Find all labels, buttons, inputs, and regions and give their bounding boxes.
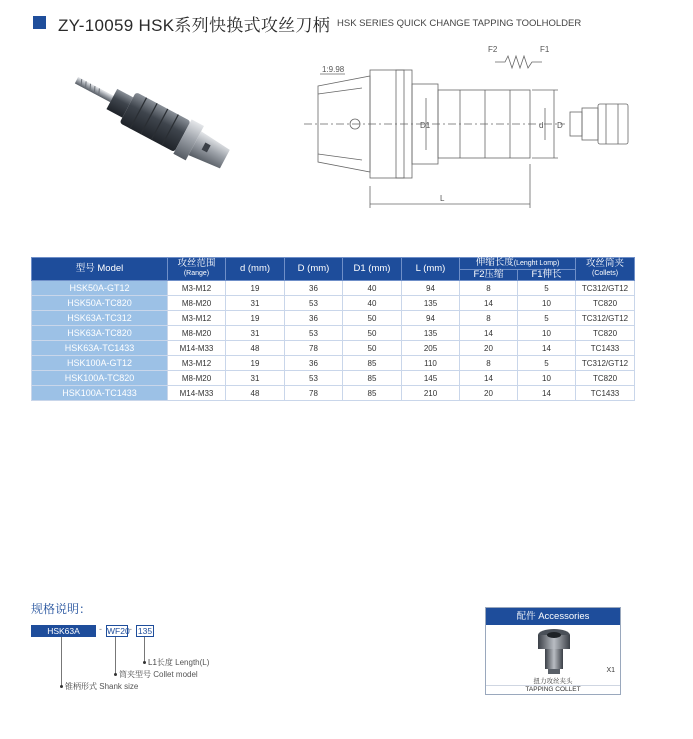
header-model: 型号 Model bbox=[32, 258, 168, 281]
table-row bbox=[32, 356, 635, 371]
accessory-caption-cn: 扭力攻丝夹头 bbox=[533, 678, 573, 685]
cell-model: HSK63A-TC820 bbox=[32, 326, 168, 341]
table-row bbox=[32, 341, 635, 356]
cell-D1: 50 bbox=[343, 341, 402, 356]
cell-D: 36 bbox=[285, 356, 343, 371]
cell-D1: 40 bbox=[343, 296, 402, 311]
table-row bbox=[32, 371, 635, 386]
cell-L: 145 bbox=[402, 371, 460, 386]
cell-D1: 40 bbox=[343, 281, 402, 296]
header-stroke: 伸缩长度(Lenght Lomp) bbox=[460, 258, 576, 270]
leader-dot-shank bbox=[60, 685, 63, 688]
spec-table bbox=[31, 257, 635, 401]
accessories-box bbox=[485, 607, 621, 695]
cell-D1: 85 bbox=[343, 356, 402, 371]
cell-f2: 8 bbox=[460, 281, 518, 296]
cell-model: HSK63A-TC1433 bbox=[32, 341, 168, 356]
cell-d: 31 bbox=[226, 326, 285, 341]
cell-range: M3-M12 bbox=[168, 356, 226, 371]
table-row bbox=[32, 326, 635, 341]
toolholder-photo bbox=[62, 52, 252, 202]
cell-D1: 85 bbox=[343, 371, 402, 386]
cell-model: HSK100A-TC820 bbox=[32, 371, 168, 386]
cell-collets: TC312/GT12 bbox=[576, 281, 635, 296]
cell-f1: 10 bbox=[518, 371, 576, 386]
cell-D: 53 bbox=[285, 326, 343, 341]
table-row bbox=[32, 311, 635, 326]
cell-model: HSK63A-TC312 bbox=[32, 311, 168, 326]
annotation-shank: 锥柄形式 Shank size bbox=[65, 682, 139, 691]
cell-d: 48 bbox=[226, 386, 285, 401]
cell-L: 135 bbox=[402, 326, 460, 341]
cell-collets: TC820 bbox=[576, 296, 635, 311]
leader-shank bbox=[61, 637, 62, 686]
cell-f1: 5 bbox=[518, 311, 576, 326]
cell-L: 205 bbox=[402, 341, 460, 356]
annotation-length: L1长度 Length(L) bbox=[148, 658, 210, 667]
code-length: 135 bbox=[137, 626, 153, 636]
header-f1: F1伸长 bbox=[518, 270, 576, 281]
table-row bbox=[32, 386, 635, 401]
spec-explanation-title: 规格说明： bbox=[31, 602, 92, 616]
code-dash-1: - bbox=[99, 624, 102, 634]
header-d: d (mm) bbox=[226, 258, 285, 281]
cell-d: 31 bbox=[226, 296, 285, 311]
cell-f2: 20 bbox=[460, 386, 518, 401]
code-collet: WF20 bbox=[107, 626, 130, 636]
tapping-collet-image bbox=[536, 627, 572, 675]
cell-D: 78 bbox=[285, 341, 343, 356]
cell-D: 36 bbox=[285, 311, 343, 326]
code-shank: HSK63A bbox=[31, 625, 96, 637]
cell-f2: 8 bbox=[460, 356, 518, 371]
cell-L: 135 bbox=[402, 296, 460, 311]
table-row bbox=[32, 281, 635, 296]
header-collets: 攻丝筒夹 (Collets) bbox=[576, 258, 635, 281]
accessory-caption-en: TAPPING COLLET bbox=[486, 685, 620, 693]
l-label: L bbox=[440, 194, 445, 203]
cell-D1: 85 bbox=[343, 386, 402, 401]
accessories-title: 配件 Accessories bbox=[486, 608, 620, 625]
cell-d: 48 bbox=[226, 341, 285, 356]
page-title: ZY-10059 HSK系列快换式攻丝刀柄 bbox=[58, 16, 331, 35]
cell-f1: 10 bbox=[518, 326, 576, 341]
cell-collets: TC820 bbox=[576, 326, 635, 341]
technical-drawing bbox=[300, 36, 650, 211]
cell-d: 19 bbox=[226, 281, 285, 296]
leader-dot-collet bbox=[114, 673, 117, 676]
header-D: D (mm) bbox=[285, 258, 343, 281]
code-dash-2: - bbox=[129, 624, 132, 634]
cell-L: 210 bbox=[402, 386, 460, 401]
leader-length bbox=[144, 637, 145, 662]
cell-range: M3-M12 bbox=[168, 311, 226, 326]
cell-f2: 14 bbox=[460, 296, 518, 311]
cell-D: 53 bbox=[285, 371, 343, 386]
cell-collets: TC312/GT12 bbox=[576, 311, 635, 326]
header-D1: D1 (mm) bbox=[343, 258, 402, 281]
cell-model: HSK50A-GT12 bbox=[32, 281, 168, 296]
cell-collets: TC1433 bbox=[576, 386, 635, 401]
cell-D: 53 bbox=[285, 296, 343, 311]
cell-range: M8-M20 bbox=[168, 326, 226, 341]
cell-f2: 14 bbox=[460, 371, 518, 386]
cell-f2: 8 bbox=[460, 311, 518, 326]
chamfer-label: 1:9.98 bbox=[322, 65, 345, 74]
cell-range: M3-M12 bbox=[168, 281, 226, 296]
header-L: L (mm) bbox=[402, 258, 460, 281]
cell-d: 31 bbox=[226, 371, 285, 386]
cell-range: M8-M20 bbox=[168, 371, 226, 386]
cell-f1: 5 bbox=[518, 281, 576, 296]
cell-D1: 50 bbox=[343, 311, 402, 326]
d-small-label: d bbox=[539, 121, 544, 130]
cell-L: 94 bbox=[402, 281, 460, 296]
cell-f1: 10 bbox=[518, 296, 576, 311]
accessory-quantity: X1 bbox=[606, 667, 615, 674]
cell-L: 94 bbox=[402, 311, 460, 326]
cell-model: HSK50A-TC820 bbox=[32, 296, 168, 311]
cell-f1: 14 bbox=[518, 341, 576, 356]
header-f2: F2压缩 bbox=[460, 270, 518, 281]
leader-dot-length bbox=[143, 661, 146, 664]
cell-range: M14-M33 bbox=[168, 386, 226, 401]
cell-f2: 14 bbox=[460, 326, 518, 341]
cell-d: 19 bbox=[226, 356, 285, 371]
d1-label: D1 bbox=[420, 121, 431, 130]
header-range: 攻丝范围 (Range) bbox=[168, 258, 226, 281]
cell-model: HSK100A-TC1433 bbox=[32, 386, 168, 401]
cell-collets: TC312/GT12 bbox=[576, 356, 635, 371]
cell-f1: 5 bbox=[518, 356, 576, 371]
leader-collet bbox=[115, 637, 116, 674]
cell-model: HSK100A-GT12 bbox=[32, 356, 168, 371]
cell-D1: 50 bbox=[343, 326, 402, 341]
cell-L: 110 bbox=[402, 356, 460, 371]
page-subtitle: HSK SERIES QUICK CHANGE TAPPING TOOLHOLDER bbox=[337, 18, 582, 29]
d-big-label: D bbox=[557, 121, 563, 130]
annotation-collet: 筒夹型号 Collet model bbox=[119, 670, 198, 679]
f1-label: F1 bbox=[540, 45, 550, 54]
f2-label: F2 bbox=[488, 45, 498, 54]
cell-collets: TC820 bbox=[576, 371, 635, 386]
cell-D: 36 bbox=[285, 281, 343, 296]
cell-d: 19 bbox=[226, 311, 285, 326]
header-square-icon bbox=[33, 16, 46, 29]
cell-collets: TC1433 bbox=[576, 341, 635, 356]
cell-range: M8-M20 bbox=[168, 296, 226, 311]
cell-f1: 14 bbox=[518, 386, 576, 401]
cell-range: M14-M33 bbox=[168, 341, 226, 356]
table-row bbox=[32, 296, 635, 311]
cell-D: 78 bbox=[285, 386, 343, 401]
cell-f2: 20 bbox=[460, 341, 518, 356]
